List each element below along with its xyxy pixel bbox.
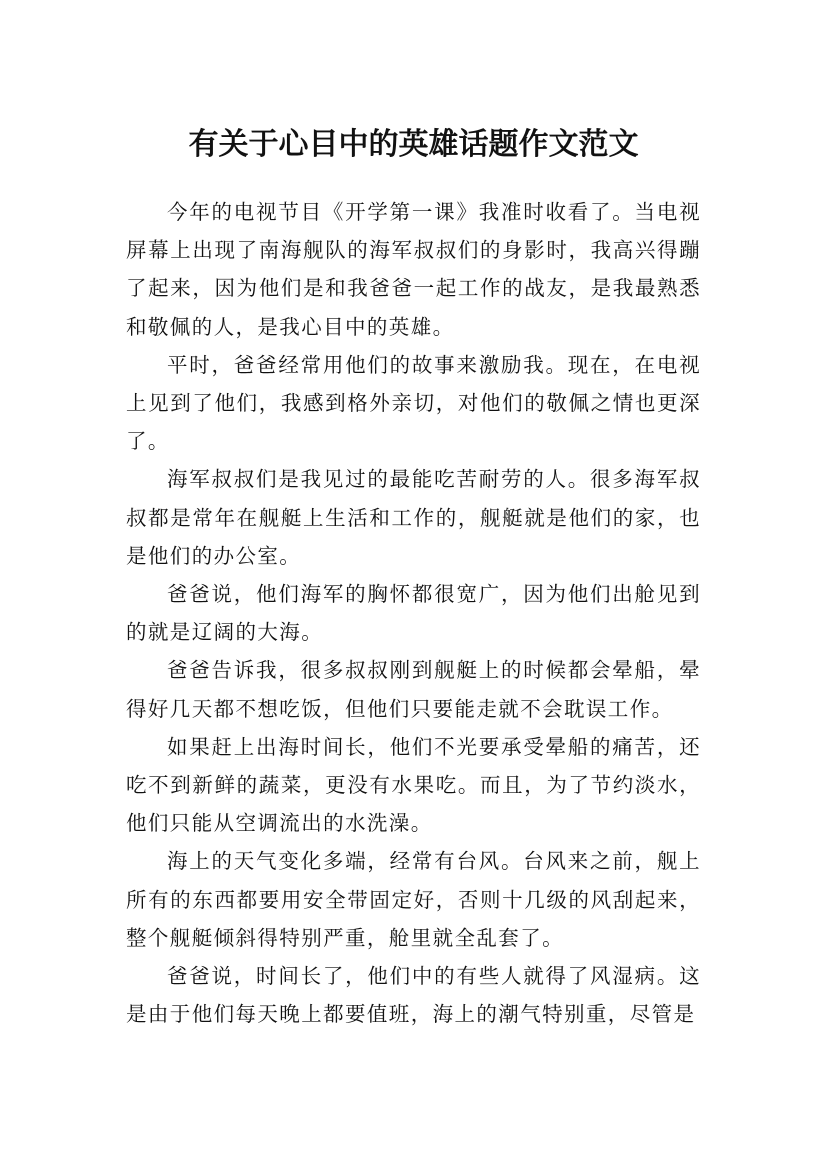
paragraph: 爸爸说，时间长了，他们中的有些人就得了风湿病。这是由于他们每天晚上都要值班，海上的潮气特别重，尽管是 xyxy=(126,964,701,1027)
paragraph: 爸爸说，他们海军的胸怀都很宽广，因为他们出舱见到的就是辽阔的大海。 xyxy=(126,582,701,645)
paragraph: 海上的天气变化多端，经常有台风。台风来之前，舰上所有的东西都要用安全带固定好，否则十几级的风刮起来，整个舰艇倾斜得特别严重，舱里就全乱套了。 xyxy=(126,849,701,950)
document-title: 有关于心目中的英雄话题作文范文 xyxy=(188,127,639,163)
paragraph: 今年的电视节目《开学第一课》我准时收看了。当电视屏幕上出现了南海舰队的海军叔叔们的身影时，我高兴得蹦了起来，因为他们是和我爸爸一起工作的战友，是我最熟悉和敬佩的人，是我心目中的英雄。 xyxy=(126,200,701,339)
paragraph: 海军叔叔们是我见过的最能吃苦耐劳的人。很多海军叔叔都是常年在舰艇上生活和工作的，舰艇就是他们的家，也是他们的办公室。 xyxy=(126,467,701,568)
paragraph: 如果赶上出海时间长，他们不光要承受晕船的痛苦，还吃不到新鲜的蔬菜，更没有水果吃。而且，为了节约淡水，他们只能从空调流出的水洗澡。 xyxy=(126,734,701,836)
paragraph: 爸爸告诉我，很多叔叔刚到舰艇上的时候都会晕船，晕得好几天都不想吃饭，但他们只要能走就不会耽误工作。 xyxy=(126,658,701,721)
document-body xyxy=(126,193,701,1033)
paragraph: 平时，爸爸经常用他们的故事来激励我。现在，在电视上见到了他们，我感到格外亲切，对他们的敬佩之情也更深了。 xyxy=(126,352,701,454)
